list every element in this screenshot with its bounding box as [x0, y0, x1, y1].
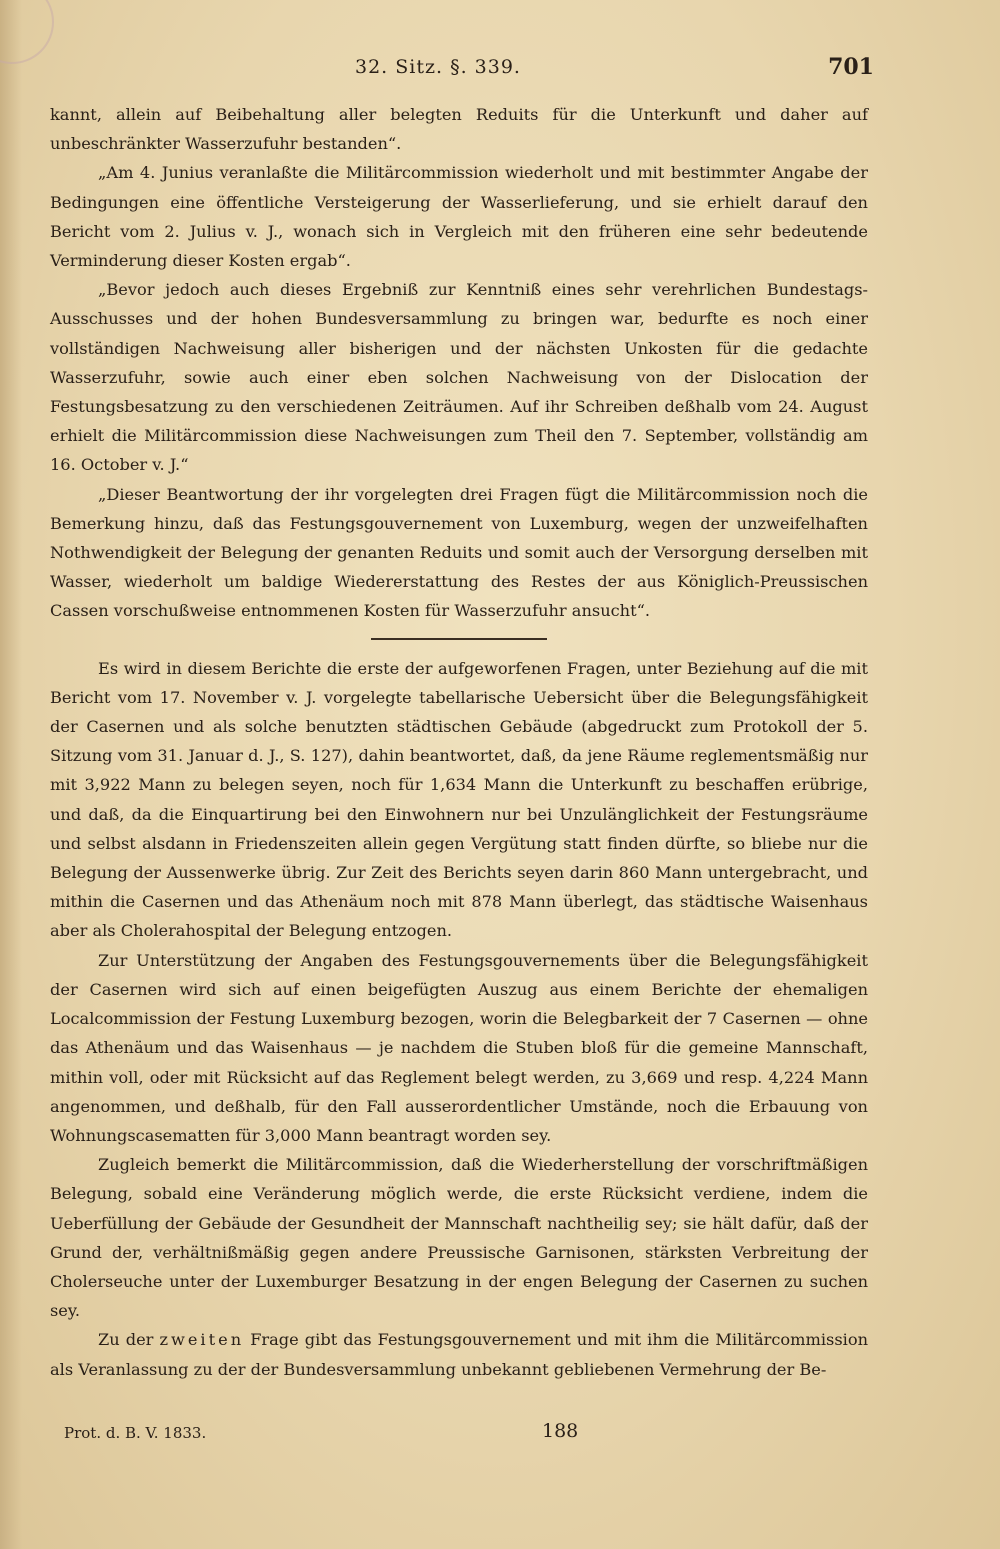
page-footer — [50, 1420, 868, 1450]
last-paragraph-rest: Frage gibt das Festungsgouvernement und mit ihm die Militärcommission als Veranlassung zu der der Bundesversammlung unbekannt gebliebenen Vermehrung der Be- — [50, 1330, 868, 1379]
paragraph-report-2: Zur Unterstützung der Angaben des Festungsgouvernements über die Belegungsfähigkeit der Casernen wird sich auf einen beigefügten Auszug aus einem Berichte der ehemaligen Localcommission der Festung Luxemburg bezogen, worin die Belegbarkeit der 7 Casernen — ohne das Athenäum und das Waisenhaus — je nachdem die Stuben bloß für die gemeine Mannschaft, mithin voll, oder mit Rücksicht auf das Reglement belegt werden, zu 3,669 und resp. 4,224 Mann angenommen, und deßhalb, für den Fall ausserordentlicher Umstände, noch die Erbauung von Wohnungscasematten für 3,000 Mann beantragt worden sey. — [50, 950, 868, 1145]
paragraph-quote-1: „Am 4. Junius veranlaßte die Militärcommission wiederholt und mit bestimmter Angabe der Bedingungen eine öffentliche Versteigerung der Wasserlieferung, und sie erhielt darauf den Bericht vom 2. Julius v. J., wonach sich in Vergleich mit den früheren eine sehr bedeutende Verminderung dieser Kosten ergab“. — [50, 163, 868, 271]
body-text — [50, 100, 868, 1384]
signature-mark: Prot. d. B. V. 1833. — [64, 1424, 207, 1442]
paragraph-continuation: kannt, allein auf Beibehaltung aller belegten Reduits für die Unterkunft und daher auf unbeschränkter Wasserzufuhr bestanden“. — [50, 105, 868, 154]
library-stamp — [0, 0, 54, 64]
paragraph-report-1: Es wird in diesem Berichte die erste der aufgeworfenen Fragen, unter Beziehung auf die mit Bericht vom 17. November v. J. vorgelegte tabellarische Uebersicht über die Belegungsfähigkeit der Casernen und als solche benutzten städtischen Gebäude (abgedruckt zum Protokoll der 5. Sitzung vom 31. Januar d. J., S. 127), dahin beantwortet, daß, da jene Räume reglementsmäßig nur mit 3,922 Mann zu belegen seyen, noch für 1,634 Mann die Unterkunft zu beschaffen erübrige, und daß, da die Einquartirung bei den Einwohnern nur bei Unzulänglichkeit der Festungsräume und selbst alsdann in Friedenszeiten allein gegen Vergütung statt finden dürfte, so bliebe nur die Belegung der Aussenwerke übrig. Zur Zeit des Berichts seyen darin 860 Mann untergebracht, und mithin die Casernen und das Athenäum noch mit 878 Mann überlegt, das städtische Waisenhaus aber als Cholerahospital der Belegung entzogen. — [50, 658, 868, 941]
sheet-number: 188 — [542, 1420, 579, 1442]
spaced-word: zweiten — [159, 1330, 245, 1350]
paragraph-quote-2: „Bevor jedoch auch dieses Ergebniß zur Kenntniß eines sehr verehrlichen Bundestags-Ausschusses und der hohen Bundesversammlung zu bringen war, bedurfte es noch einer vollständigen Nachweisung aller bisherigen und der nächsten Unkosten für die gedachte Wasserzufuhr, sowie auch einer eben solchen Nachweisung von der Dislocation der Festungsbesatzung zu den verschiedenen Zeiträumen. Auf ihr Schreiben deßhalb vom 24. August erhielt die Militärcommission diese Nachweisungen zum Theil den 7. September, vollständig am 16. October v. J.“ — [50, 280, 868, 475]
paragraph-report-3: Zugleich bemerkt die Militärcommission, daß die Wiederherstellung der vorschriftmäßigen Belegung, sobald eine Veränderung möglich werde, die erste Rücksicht verdiene, indem die Ueberfüllung der Gebäude der Gesundheit der Mannschaft nachtheilig sey; sie hält dafür, daß der Grund der, verhältnißmäßig gegen andere Preussische Garnisonen, stärksten Verbreitung der Cholerseuche unter der Luxemburger Besatzung in der engen Belegung der Casernen zu suchen sey. — [50, 1155, 868, 1321]
last-paragraph-start: Zu der — [98, 1330, 154, 1350]
paragraph-quote-3: „Dieser Beantwortung der ihr vorgelegten drei Fragen fügt die Militärcommission noch die Bemerkung hinzu, daß das Festungsgouvernement von Luxemburg, wegen der unzweifelhaften Nothwendigkeit der Belegung der genanten Reduits und somit auch der Versorgung derselben mit Wasser, wiederholt um baldige Wiedererstattung des Restes der aus Königlich-Preussischen Cassen vorschußweise entnommenen Kosten für Wasserzufuhr ansucht“. — [50, 484, 868, 621]
page-header — [50, 54, 874, 86]
running-head: 32. Sitz. §. 339. — [355, 56, 521, 78]
page-number: 701 — [828, 54, 874, 80]
page-edge-shadow — [0, 0, 22, 1549]
paragraph-report-4 — [50, 1325, 868, 1383]
section-divider — [371, 638, 547, 640]
